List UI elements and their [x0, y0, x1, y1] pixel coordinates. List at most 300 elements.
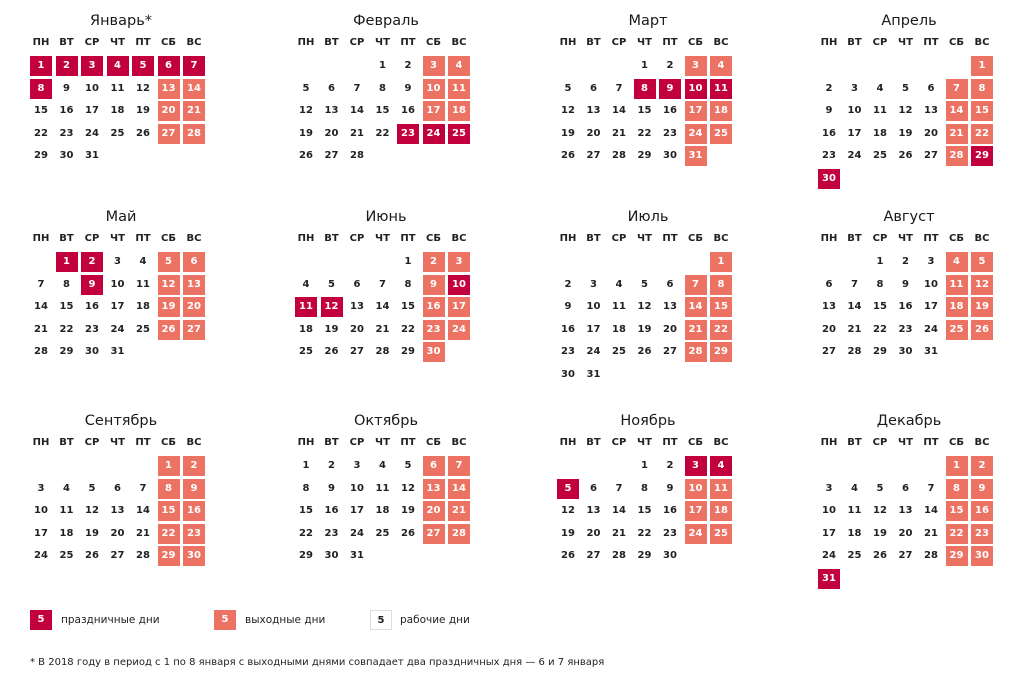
day-cell: 17	[586, 323, 601, 335]
weekday-header: СР	[349, 233, 365, 244]
day-cell: 1	[641, 60, 648, 71]
day-cell: 23	[423, 320, 445, 340]
day-cell: 22	[158, 524, 180, 544]
day-cell: 26	[85, 550, 99, 561]
day-cell: 1	[971, 56, 993, 76]
day-cell: 29	[637, 150, 652, 161]
day-cell: 8	[302, 482, 310, 494]
day-cell: 10	[924, 278, 938, 290]
day-cell: 13	[324, 105, 339, 116]
day-cell: 31	[85, 150, 99, 161]
day-cell: 20	[586, 527, 601, 539]
day-cell: 20	[158, 101, 180, 121]
day-cell: 28	[34, 346, 48, 357]
day-cell: 25	[612, 346, 626, 357]
day-cell: 17	[822, 527, 836, 539]
day-cell: 7	[851, 278, 858, 290]
day-cell: 17	[34, 527, 48, 539]
day-cell: 15	[873, 301, 887, 312]
day-cell: 1	[30, 56, 52, 76]
day-cell: 25	[299, 346, 313, 357]
day-cell: 29	[873, 346, 887, 357]
day-cell: 2	[666, 460, 674, 471]
month-title: Ноябрь	[620, 413, 676, 429]
day-cell: 5	[971, 252, 993, 272]
day-cell: 13	[350, 301, 364, 312]
day-cell: 12	[85, 505, 99, 516]
weekday-header: ПТ	[662, 37, 678, 48]
day-cell: 30	[561, 368, 575, 380]
day-cell: 27	[663, 346, 677, 357]
day-cell: 6	[183, 252, 205, 272]
legend-workday-label: рабочие дни	[400, 614, 470, 626]
day-cell: 29	[299, 550, 313, 561]
weekday-header: ПТ	[400, 233, 416, 244]
day-cell: 26	[561, 150, 575, 161]
weekday-header: СР	[611, 437, 627, 448]
day-cell: 18	[710, 101, 732, 121]
day-cell: 11	[110, 82, 125, 94]
weekday-header: ЧТ	[637, 437, 652, 448]
day-cell: 9	[63, 82, 70, 94]
day-cell: 6	[114, 482, 121, 494]
day-cell: 6	[902, 482, 909, 494]
weekday-header: ВТ	[324, 437, 339, 448]
day-cell: 18	[136, 301, 150, 312]
day-cell: 14	[350, 105, 364, 116]
day-cell: 28	[612, 550, 626, 561]
day-cell: 25	[110, 127, 125, 139]
day-cell: 14	[924, 505, 938, 516]
legend-workday-swatch: 5	[370, 610, 392, 630]
day-cell: 23	[971, 524, 993, 544]
day-cell: 21	[685, 320, 707, 340]
weekday-header: СБ	[949, 437, 964, 448]
day-cell: 31	[685, 146, 707, 166]
day-cell: 7	[946, 79, 968, 99]
weekday-header: ВС	[713, 437, 729, 448]
day-cell: 5	[328, 278, 335, 290]
day-cell: 3	[423, 56, 445, 76]
day-cell: 15	[158, 501, 180, 521]
weekday-header: СР	[872, 37, 888, 48]
legend-weekend-label: выходные дни	[245, 614, 326, 626]
day-cell: 16	[971, 501, 993, 521]
day-cell: 24	[350, 527, 364, 539]
weekday-header: ПН	[32, 233, 50, 244]
day-cell: 20	[898, 527, 913, 539]
weekday-header: СР	[349, 37, 365, 48]
weekday-header: ПТ	[662, 437, 678, 448]
day-cell: 15	[59, 301, 74, 312]
day-cell: 31	[350, 550, 364, 561]
day-cell: 30	[663, 550, 677, 561]
day-cell: 11	[710, 79, 732, 99]
weekday-header: ВТ	[59, 37, 74, 48]
day-cell: 8	[946, 479, 968, 499]
day-cell: 5	[158, 252, 180, 272]
day-cell: 24	[85, 127, 99, 139]
weekday-header: ВС	[186, 437, 202, 448]
weekday-header: СР	[84, 437, 100, 448]
day-cell: 26	[401, 527, 415, 539]
day-cell: 1	[158, 456, 180, 476]
day-cell: 26	[971, 320, 993, 340]
day-cell: 2	[825, 82, 833, 94]
day-cell: 17	[110, 301, 125, 312]
day-cell: 28	[448, 524, 470, 544]
day-cell: 14	[685, 297, 707, 317]
day-cell: 2	[971, 456, 993, 476]
day-cell: 28	[685, 342, 707, 362]
day-cell: 18	[710, 501, 732, 521]
day-cell: 2	[564, 278, 572, 290]
day-cell: 30	[663, 150, 677, 161]
day-cell: 20	[183, 297, 205, 317]
day-cell: 23	[898, 323, 913, 335]
day-cell: 3	[37, 482, 45, 494]
weekday-header: ЧТ	[375, 437, 390, 448]
weekday-header: СБ	[161, 233, 176, 244]
weekday-header: СР	[611, 233, 627, 244]
day-cell: 20	[110, 527, 125, 539]
day-cell: 27	[158, 124, 180, 144]
day-cell: 4	[379, 460, 386, 471]
weekday-header: ПТ	[923, 37, 939, 48]
day-cell: 28	[375, 346, 390, 357]
day-cell: 13	[158, 79, 180, 99]
day-cell: 20	[822, 323, 836, 335]
day-cell: 17	[350, 505, 364, 516]
month-title: Декабрь	[876, 413, 942, 429]
day-cell: 5	[564, 82, 572, 94]
day-cell: 3	[685, 56, 707, 76]
weekday-header: ПН	[820, 437, 838, 448]
day-cell: 10	[586, 301, 601, 312]
day-cell: 18	[847, 527, 862, 539]
day-cell: 22	[375, 127, 390, 139]
weekday-header: ЧТ	[637, 233, 652, 244]
month-title: Август	[883, 209, 935, 225]
day-cell: 12	[299, 105, 313, 116]
day-cell: 1	[302, 460, 310, 471]
day-cell: 29	[637, 550, 652, 561]
day-cell: 29	[401, 346, 415, 357]
weekday-header: ПТ	[923, 233, 939, 244]
day-cell: 7	[139, 482, 147, 494]
weekday-header: СБ	[161, 437, 176, 448]
day-cell: 8	[379, 82, 386, 94]
day-cell: 11	[710, 479, 732, 499]
day-cell: 10	[110, 278, 125, 290]
weekday-header: СБ	[426, 233, 441, 244]
day-cell: 12	[401, 482, 415, 494]
day-cell: 12	[637, 301, 652, 312]
day-cell: 16	[561, 323, 575, 335]
day-cell: 8	[876, 278, 884, 290]
day-cell: 16	[822, 127, 836, 139]
day-cell: 20	[924, 127, 938, 139]
day-cell: 23	[397, 124, 419, 144]
day-cell: 5	[557, 479, 579, 499]
day-cell: 3	[353, 460, 361, 471]
month-title: Январь*	[90, 13, 152, 29]
day-cell: 18	[873, 127, 887, 139]
day-cell: 8	[404, 278, 412, 290]
weekday-header: ПТ	[662, 233, 678, 244]
month-title: Апрель	[881, 13, 937, 29]
day-cell: 4	[851, 482, 858, 494]
day-cell: 16	[59, 105, 74, 116]
day-cell: 10	[350, 482, 364, 494]
day-cell: 10	[847, 105, 862, 116]
day-cell: 15	[299, 505, 313, 516]
day-cell: 25	[136, 323, 150, 335]
day-cell: 9	[666, 482, 674, 494]
day-cell: 30	[324, 550, 339, 561]
day-cell: 11	[375, 482, 390, 494]
day-cell: 26	[898, 150, 913, 161]
weekday-header: ВТ	[586, 437, 601, 448]
day-cell: 6	[825, 278, 833, 290]
day-cell: 25	[710, 524, 732, 544]
day-cell: 15	[401, 301, 415, 312]
day-cell: 15	[710, 297, 732, 317]
day-cell: 9	[902, 278, 909, 290]
day-cell: 2	[81, 252, 103, 272]
day-cell: 16	[663, 505, 677, 516]
day-cell: 19	[299, 127, 313, 139]
day-cell: 15	[946, 501, 968, 521]
day-cell: 11	[448, 79, 470, 99]
day-cell: 29	[971, 146, 993, 166]
day-cell: 5	[641, 278, 648, 290]
day-cell: 23	[663, 527, 677, 539]
day-cell: 14	[375, 301, 390, 312]
day-cell: 1	[379, 60, 386, 71]
day-cell: 19	[561, 527, 575, 539]
day-cell: 7	[183, 56, 205, 76]
weekday-header: ВС	[713, 37, 729, 48]
day-cell: 30	[59, 150, 74, 161]
day-cell: 8	[641, 482, 648, 494]
day-cell: 14	[183, 79, 205, 99]
weekday-header: ПН	[297, 233, 315, 244]
day-cell: 8	[158, 479, 180, 499]
day-cell: 6	[158, 56, 180, 76]
day-cell: 12	[873, 505, 887, 516]
day-cell: 20	[350, 323, 364, 335]
day-cell: 31	[818, 569, 840, 589]
day-cell: 2	[404, 60, 412, 71]
weekday-header: СР	[872, 233, 888, 244]
weekday-header: СР	[349, 437, 365, 448]
day-cell: 21	[924, 527, 938, 539]
day-cell: 24	[34, 550, 48, 561]
day-cell: 11	[847, 505, 862, 516]
day-cell: 16	[663, 105, 677, 116]
day-cell: 24	[685, 524, 707, 544]
day-cell: 13	[586, 105, 601, 116]
day-cell: 4	[876, 82, 884, 94]
weekday-header: ПН	[820, 37, 838, 48]
weekday-header: ПН	[820, 233, 838, 244]
day-cell: 6	[590, 482, 597, 494]
weekday-header: ВС	[713, 233, 729, 244]
day-cell: 2	[183, 456, 205, 476]
weekday-header: СР	[84, 37, 100, 48]
day-cell: 28	[136, 550, 150, 561]
day-cell: 7	[353, 82, 361, 94]
weekday-header: ВС	[451, 437, 467, 448]
day-cell: 24	[110, 323, 125, 335]
day-cell: 30	[898, 346, 913, 357]
day-cell: 26	[158, 320, 180, 340]
day-cell: 18	[612, 323, 626, 335]
day-cell: 21	[350, 127, 364, 139]
day-cell: 7	[448, 456, 470, 476]
weekday-header: ВТ	[847, 37, 862, 48]
weekday-header: ПН	[559, 37, 577, 48]
day-cell: 19	[158, 297, 180, 317]
day-cell: 26	[299, 150, 313, 161]
month-title: Март	[628, 13, 668, 29]
day-cell: 24	[685, 124, 707, 144]
day-cell: 7	[615, 82, 623, 94]
weekday-header: ВС	[451, 37, 467, 48]
day-cell: 22	[34, 127, 48, 139]
day-cell: 27	[183, 320, 205, 340]
day-cell: 21	[448, 501, 470, 521]
day-cell: 23	[183, 524, 205, 544]
weekday-header: СР	[611, 37, 627, 48]
weekday-header: ЧТ	[110, 437, 125, 448]
day-cell: 15	[375, 105, 390, 116]
weekday-header: ПН	[297, 37, 315, 48]
day-cell: 30	[423, 342, 445, 362]
day-cell: 29	[158, 546, 180, 566]
day-cell: 13	[924, 105, 938, 116]
day-cell: 8	[634, 79, 656, 99]
day-cell: 1	[710, 252, 732, 272]
day-cell: 7	[615, 482, 623, 494]
day-cell: 19	[637, 323, 652, 335]
day-cell: 1	[876, 256, 884, 267]
day-cell: 10	[685, 479, 707, 499]
day-cell: 19	[561, 127, 575, 139]
day-cell: 6	[353, 278, 361, 290]
day-cell: 18	[448, 101, 470, 121]
day-cell: 23	[822, 150, 836, 161]
weekday-header: ВС	[451, 233, 467, 244]
day-cell: 6	[423, 456, 445, 476]
weekday-header: ЧТ	[375, 37, 390, 48]
day-cell: 14	[612, 105, 626, 116]
day-cell: 4	[710, 56, 732, 76]
day-cell: 25	[710, 124, 732, 144]
day-cell: 4	[710, 456, 732, 476]
day-cell: 3	[448, 252, 470, 272]
day-cell: 31	[924, 346, 938, 357]
day-cell: 22	[873, 323, 887, 335]
day-cell: 9	[971, 479, 993, 499]
day-cell: 14	[946, 101, 968, 121]
day-cell: 25	[448, 124, 470, 144]
day-cell: 23	[324, 527, 339, 539]
day-cell: 6	[927, 82, 935, 94]
day-cell: 25	[59, 550, 74, 561]
weekday-header: СБ	[688, 37, 703, 48]
weekday-header: ПТ	[135, 37, 151, 48]
day-cell: 22	[299, 527, 313, 539]
day-cell: 22	[710, 320, 732, 340]
day-cell: 25	[847, 550, 862, 561]
day-cell: 24	[586, 346, 601, 357]
day-cell: 14	[136, 505, 150, 516]
day-cell: 3	[685, 456, 707, 476]
day-cell: 4	[107, 56, 129, 76]
day-cell: 29	[59, 346, 74, 357]
day-cell: 17	[448, 297, 470, 317]
day-cell: 27	[822, 346, 836, 357]
day-cell: 31	[110, 346, 125, 357]
day-cell: 19	[85, 527, 99, 539]
day-cell: 26	[324, 346, 339, 357]
day-cell: 13	[110, 505, 125, 516]
day-cell: 16	[423, 297, 445, 317]
day-cell: 11	[873, 105, 887, 116]
day-cell: 8	[710, 275, 732, 295]
weekday-header: ЧТ	[110, 37, 125, 48]
weekday-header: ПН	[559, 233, 577, 244]
day-cell: 4	[63, 482, 70, 494]
day-cell: 3	[590, 278, 597, 290]
legend-holiday-swatch: 5	[30, 610, 52, 630]
day-cell: 11	[612, 301, 626, 312]
day-cell: 27	[898, 550, 913, 561]
weekday-header: ВС	[186, 233, 202, 244]
day-cell: 5	[404, 460, 412, 471]
day-cell: 14	[847, 301, 862, 312]
day-cell: 21	[847, 323, 862, 335]
weekday-header: СБ	[426, 37, 441, 48]
day-cell: 27	[110, 550, 125, 561]
day-cell: 18	[375, 505, 390, 516]
day-cell: 26	[873, 550, 887, 561]
day-cell: 23	[85, 323, 99, 335]
day-cell: 21	[946, 124, 968, 144]
day-cell: 17	[847, 127, 862, 139]
day-cell: 25	[873, 150, 887, 161]
day-cell: 19	[971, 297, 993, 317]
day-cell: 25	[946, 320, 968, 340]
weekday-header: СБ	[426, 437, 441, 448]
legend-holiday-label: праздничные дни	[61, 614, 160, 626]
day-cell: 11	[295, 297, 317, 317]
weekday-header: СБ	[688, 233, 703, 244]
day-cell: 20	[423, 501, 445, 521]
month-title: Февраль	[353, 13, 419, 29]
day-cell: 15	[34, 105, 48, 116]
month-title: Октябрь	[353, 413, 419, 429]
day-cell: 27	[586, 550, 601, 561]
day-cell: 21	[612, 527, 626, 539]
day-cell: 17	[924, 301, 938, 312]
weekday-header: ВТ	[324, 37, 339, 48]
day-cell: 2	[666, 60, 674, 71]
day-cell: 11	[59, 505, 74, 516]
day-cell: 14	[34, 301, 48, 312]
